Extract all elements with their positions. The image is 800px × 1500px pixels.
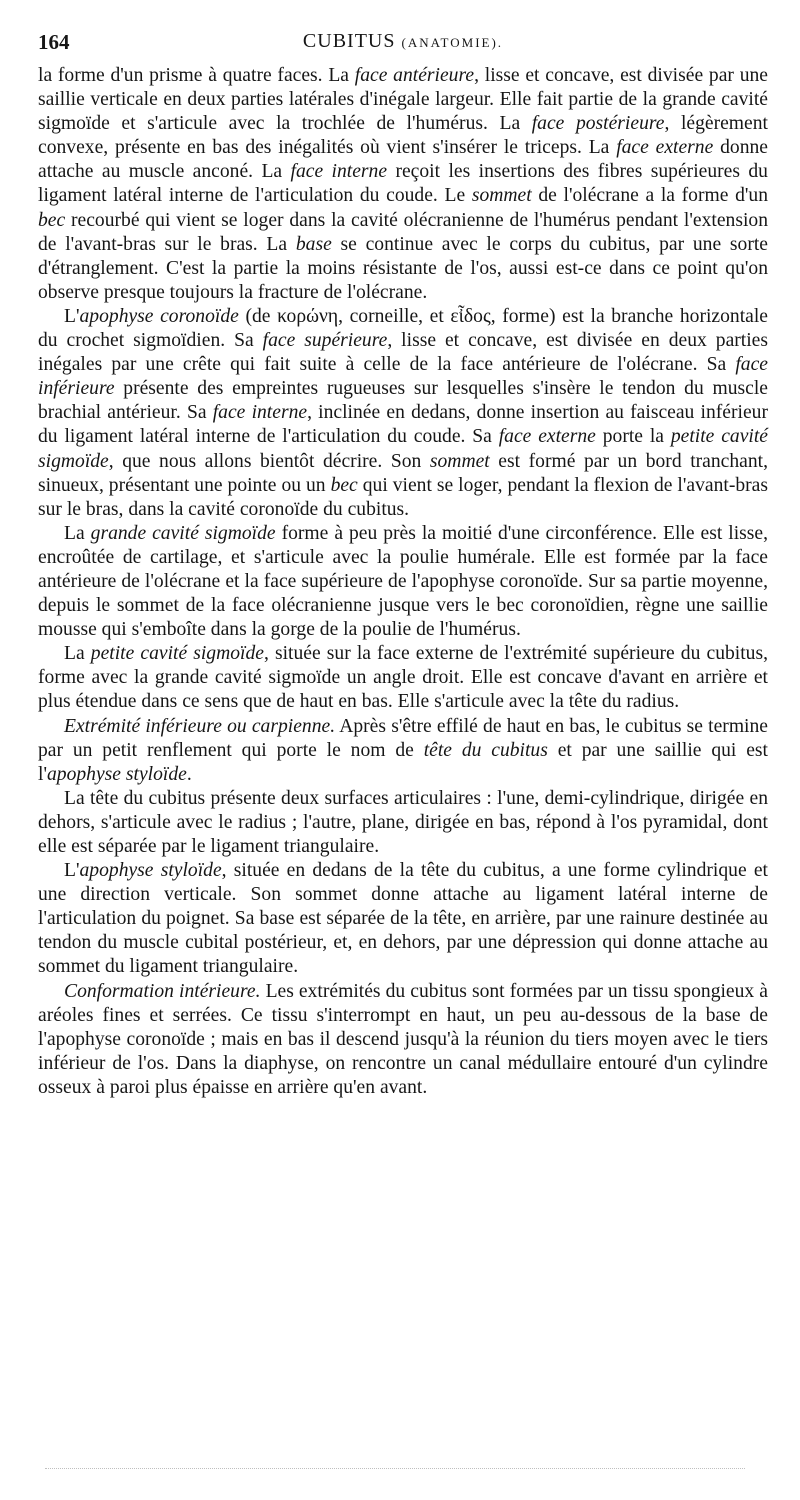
text-run: se continue avec le corps du cubitus, par une sorte d'étranglement. C'est la partie la moins résistante de l'os, aussi est-ce dans ce point qu'on observe presque toujours la fracture de l'olécrane. [38,233,768,303]
text-run: , située en dedans de la tête du cubitus, a une forme cylindrique et une direction verticale. Son sommet donne attache au ligament latéral interne de l'articulation du poignet. Sa base est séparée de la tête, en arrière, par une rainure destinée au tendon du muscle cubital postérieur, et, en dehors, par une dépression qui donne attache au sommet du ligament triangulaire. [38,860,768,978]
running-head [38,30,768,53]
text-run: , légèrement convexe, présente en bas des inégalités où vient s'insérer le triceps. La [38,113,768,159]
text-run: reçoit les insertions des fibres supérieures du ligament latéral interne de l'articulation du coude. Le [38,161,768,207]
italic-term: sommet [429,450,490,472]
paragraph [38,715,768,787]
text-run: , lisse et concave, est divisée en deux parties inégales par une crête qui fait suite à celle de la face antérieure de l'olécrane. Sa [38,330,768,376]
italic-term: apophyse styloïde [79,860,222,882]
italic-term: petite cavité sigmoïde [90,643,264,665]
text-run: , inclinée en dedans, donne insertion au faisceau inférieur du ligament latéral interne de l'articulation du coude. Sa [38,402,768,448]
text-run: recourbé qui vient se loger dans la cavité olécranienne de l'humérus pendant l'extension de l'avant-bras sur le bras. La [38,209,768,255]
italic-term: face antérieure [354,65,475,86]
book-page [38,30,768,1100]
text-run: donne attache au muscle anconé. La [38,137,768,183]
paragraph [38,642,768,714]
text-run: présente des empreintes rugueuses sur lesquelles s'insère le tendon du muscle brachial antérieur. Sa [38,378,768,424]
text-run: est formé par un bord tranchant, sinueux, présentant une pointe ou un [38,450,768,496]
text-run: , que nous allons bientôt décrire. Son [108,450,430,472]
text-run: La [64,643,91,665]
italic-term: face postérieure [531,113,665,135]
text-run: porte la [595,426,671,448]
italic-term: tête du cubitus [423,739,548,761]
italic-term: apophyse coronoïde [79,305,239,327]
paragraph [38,305,768,522]
page-number: 164 [38,30,70,54]
running-head-section: (ANATOMIE). [401,35,504,50]
text-run: , lisse et concave, est divisée par une saillie verticale en deux parties latérales d'inégale largeur. Elle fait partie de la grande cavité sigmoïde et s'articule avec la trochlée de l'humérus. La [38,65,768,135]
body-text [38,64,768,1100]
running-head-title: CUBITUS [302,30,396,52]
paragraph [38,64,768,305]
text-run: , située sur la face externe de l'extrémité supérieure du cubitus, forme avec la grande cavité sigmoïde un angle droit. Elle est concave d'avant en arrière et plus étendue dans ce sens que de haut en bas. Elle s'articule avec la tête du radius. [38,643,768,713]
italic-term: sommet [471,185,532,207]
text-run: . [186,763,192,785]
italic-term: face supérieure [262,330,388,352]
italic-term: Conformation intérieure. [64,980,261,1002]
italic-term: Extrémité inférieure ou carpienne. [64,715,336,737]
text-run: Les extrémités du cubitus sont formées par un tissu spongieux à aréoles fines et serrées. Ce tissu s'interrompt en haut, un peu au-dessous de la base de l'apophyse coronoïde ; mais en bas il descend jusqu'à la réunion du tiers moyen avec le tiers inférieur de l'os. Dans la diaphyse, on rencontre un canal médullaire entouré d'un cylindre osseux à paroi plus épaisse en arrière qu'en avant. [38,980,768,1098]
italic-term: bec [330,474,358,496]
italic-term: face interne [212,402,308,424]
paragraph [38,980,768,1100]
text-run: la forme d'un prisme à quatre faces. La [38,65,355,86]
text-run: L' [64,305,80,327]
italic-term: face externe [616,137,714,159]
page-header [38,30,768,56]
italic-term: face externe [498,426,596,448]
italic-term: bec [38,209,66,231]
text-run: Après s'être effilé de haut en bas, le cubitus se termine par un petit renflement qui porte le nom de [38,715,768,761]
italic-term: petite cavité sigmoïde [38,426,768,472]
text-run: forme à peu près la moitié d'une circonférence. Elle est lisse, encroûtée de cartilage, et s'articule avec la poulie humérale. Elle est formée par la face antérieure de l'olécrane et la face supérieure de l'apophyse coronoïde. Sur sa partie moyenne, depuis le sommet de la face olécranienne jusque vers le bec coronoïdien, règne une saillie mousse qui s'emboîte dans la gorge de la poulie de l'humérus. [38,522,768,641]
italic-term: base [295,233,332,255]
paragraph [38,787,768,859]
text-run: et par une saillie qui est l' [38,739,768,785]
text-run: L' [64,860,80,882]
text-run: La tête du cubitus présente deux surfaces articulaires : l'une, demi-cylindrique, dirigée en dehors, s'articule avec le radius ; l'autre, plane, dirigée en bas, répond à l'os pyramidal, dont elle est séparée par le ligament triangulaire. [38,787,768,857]
text-run: (de κορώνη, corneille, et εἶδος, forme) est la branche horizontale du crochet sigmoïdien. Sa [38,305,768,352]
text-run: de l'olécrane a la forme d'un [531,185,768,207]
text-run: qui vient se loger, pendant la flexion de l'avant-bras sur le bras, dans la cavité coronoïde du cubitus. [38,474,768,520]
paragraph [38,859,768,979]
bottom-dotted-rule [45,1468,745,1469]
italic-term: face interne [290,161,388,183]
italic-term: apophyse styloïde [46,763,187,785]
italic-term: face inférieure [38,354,768,400]
paragraph [38,522,768,642]
italic-term: grande cavité sigmoïde [90,522,276,544]
text-run: La [64,522,91,544]
